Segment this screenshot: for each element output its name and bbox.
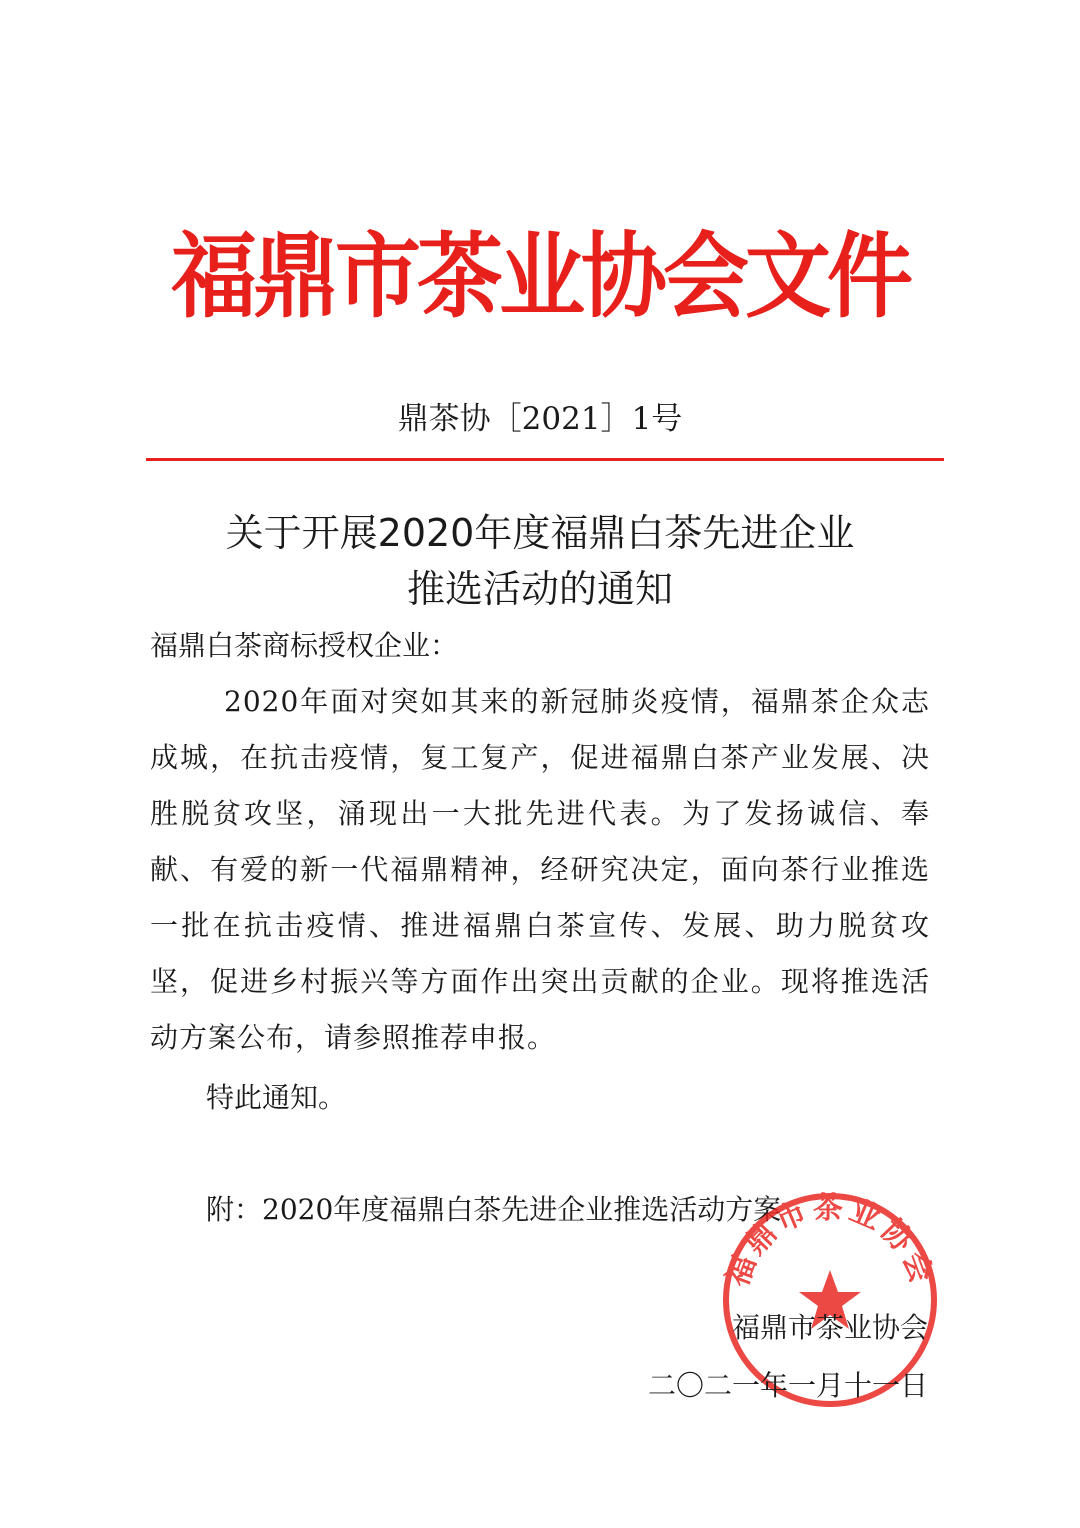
document-date: 二〇二一年一月十一日 [647, 1369, 928, 1402]
document-header-title: 福鼎市茶业协会文件 [171, 221, 909, 331]
notice-title-line-2: 推选活动的通知 [406, 567, 673, 611]
recipient-line: 福鼎白茶商标授权企业： [150, 629, 459, 662]
closing-line: 特此通知。 [206, 1081, 347, 1114]
attachment-line: 附：2020年度福鼎白茶先进企业推选活动方案 [206, 1193, 782, 1226]
red-divider-line [146, 458, 944, 461]
seal-text: 福鼎市茶业协会 [720, 1190, 940, 1292]
signature-organization: 福鼎市茶业协会 [731, 1311, 928, 1344]
document-number: 鼎茶协［2021］1号 [397, 401, 683, 437]
notice-body-paragraph: 2020年面对突如其来的新冠肺炎疫情，福鼎茶企众志成城，在抗击疫情，复工复产，促进福鼎白茶产业发展、决胜脱贫攻坚，涌现出一大批先进代表。为了发扬诚信、奉献、有爱的新一代福鼎精神，经研究决定，面向茶行业推选一批在抗击疫情、推进福鼎白茶宣传、发展、助力脱贫攻坚，促进乡村振兴等方面作出突出贡献的企业。现将推选活动方案公布，请参照推荐申报。 [150, 685, 930, 1054]
notice-title [0, 505, 1080, 617]
notice-title-line-1: 关于开展2020年度福鼎白茶先进企业 [225, 511, 855, 555]
